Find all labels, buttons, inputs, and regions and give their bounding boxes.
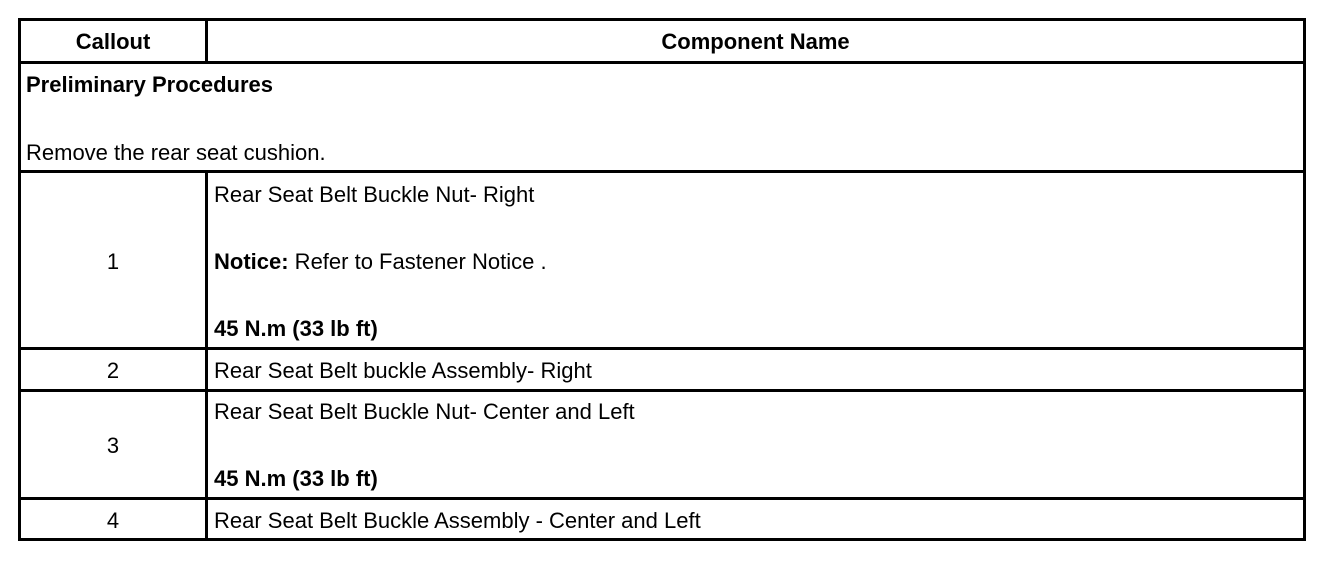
- torque-3: 45 N.m (33 lb ft): [214, 466, 378, 491]
- notice-text: Refer to Fastener Notice .: [288, 249, 547, 274]
- preliminary-heading: Preliminary Procedures: [26, 72, 274, 97]
- callout-4: 4: [106, 508, 120, 533]
- row-1-divider: [21, 347, 1303, 350]
- component-name-2: Rear Seat Belt buckle Assembly- Right: [214, 358, 592, 383]
- header-divider: [21, 61, 1303, 64]
- callout-1: 1: [106, 249, 120, 274]
- callout-3: 3: [106, 433, 120, 458]
- component-table: [18, 18, 1306, 541]
- notice-label: Notice:: [214, 249, 289, 274]
- callout-2: 2: [106, 358, 120, 383]
- notice-1: [214, 249, 547, 275]
- component-name-3: Rear Seat Belt Buckle Nut- Center and Left: [214, 399, 635, 424]
- row-2-divider: [21, 389, 1303, 392]
- component-name-4: Rear Seat Belt Buckle Assembly - Center and Left: [214, 508, 701, 533]
- component-name-1: Rear Seat Belt Buckle Nut- Right: [214, 182, 535, 207]
- torque-1: 45 N.m (33 lb ft): [214, 316, 378, 341]
- preliminary-divider: [21, 170, 1303, 173]
- row-3-divider: [21, 497, 1303, 500]
- preliminary-step: Remove the rear seat cushion.: [26, 140, 326, 165]
- body-column-divider: [205, 173, 208, 538]
- callout-header: Callout: [75, 29, 151, 54]
- component-name-header: Component Name: [661, 29, 850, 54]
